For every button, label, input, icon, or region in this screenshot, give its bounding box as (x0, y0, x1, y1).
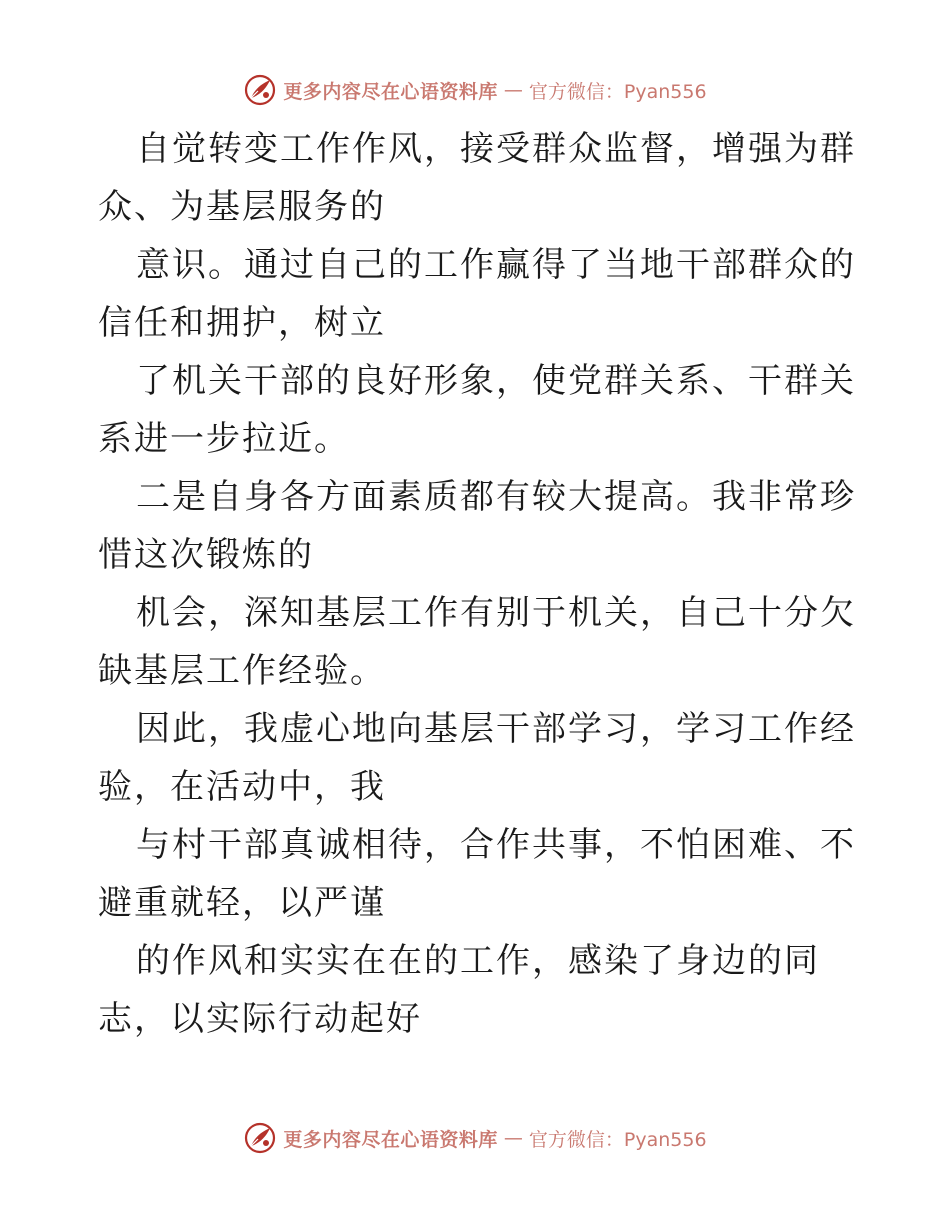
quill-logo-icon (243, 1121, 277, 1155)
paragraph: 了机关干部的良好形象，使党群关系、干群关系进一步拉近。 (98, 361, 856, 459)
paragraph: 因此，我虚心地向基层干部学习，学习工作经验，在活动中，我 (98, 709, 856, 807)
paragraph: 意识。通过自己的工作赢得了当地干部群众的信任和拥护，树立 (98, 245, 856, 343)
header-site-text: 更多内容尽在心语资料库 (283, 80, 498, 103)
paragraph: 机会，深知基层工作有别于机关，自己十分欠缺基层工作经验。 (98, 593, 856, 691)
footer-site-text: 更多内容尽在心语资料库 (283, 1128, 498, 1151)
header-wechat-text: 官方微信：Pyan556 (528, 80, 707, 103)
quill-logo-icon (243, 73, 277, 107)
paragraph: 自觉转变工作作风，接受群众监督，增强为群众、为基层服务的 (98, 129, 856, 227)
paragraph: 二是自身各方面素质都有较大提高。我非常珍惜这次锻炼的 (98, 477, 856, 575)
footer-dash: — (503, 1127, 523, 1149)
document-body (98, 120, 858, 1048)
paragraph: 的作风和实实在在的工作，感染了身边的同志，以实际行动起好 (98, 941, 820, 1039)
header-dash: — (503, 79, 523, 101)
footer-watermark (0, 1118, 950, 1158)
header-watermark (0, 70, 950, 110)
paragraph: 与村干部真诚相待，合作共事，不怕困难、不避重就轻，以严谨 (98, 825, 856, 923)
footer-wechat-text: 官方微信：Pyan556 (528, 1128, 707, 1151)
